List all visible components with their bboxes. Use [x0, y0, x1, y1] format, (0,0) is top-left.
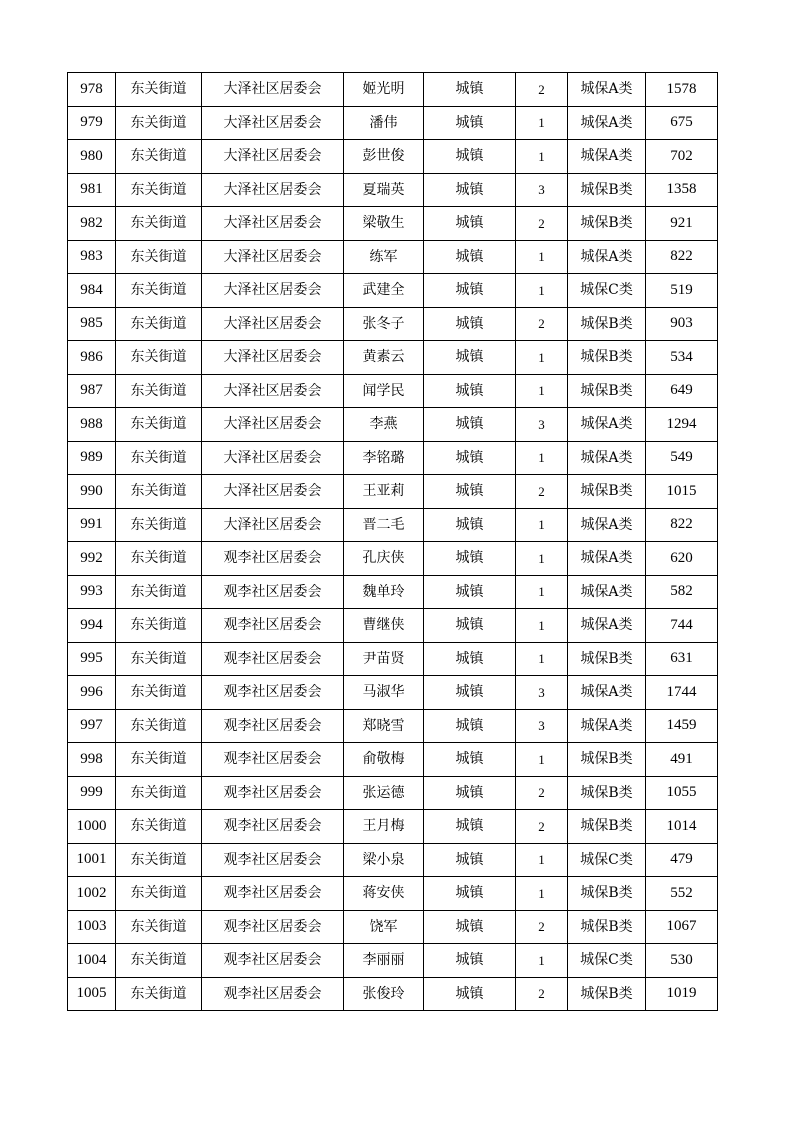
serial-number-cell: 986	[68, 341, 116, 375]
amount-cell: 649	[646, 374, 718, 408]
persons-count-cell: 1	[516, 508, 568, 542]
street-cell: 东关街道	[116, 106, 202, 140]
persons-count-cell: 1	[516, 441, 568, 475]
persons-count-cell: 2	[516, 475, 568, 509]
persons-count-cell: 1	[516, 240, 568, 274]
household-type-cell: 城镇	[424, 609, 516, 643]
name-cell: 张运德	[344, 776, 424, 810]
name-cell: 练军	[344, 240, 424, 274]
community-cell: 大泽社区居委会	[202, 73, 344, 107]
insurance-category-cell: 城保A类	[568, 575, 646, 609]
serial-number-cell: 982	[68, 207, 116, 241]
amount-cell: 1067	[646, 910, 718, 944]
household-type-cell: 城镇	[424, 240, 516, 274]
insurance-category-cell: 城保C类	[568, 944, 646, 978]
insurance-category-cell: 城保B类	[568, 977, 646, 1011]
serial-number-cell: 979	[68, 106, 116, 140]
amount-cell: 519	[646, 274, 718, 308]
street-cell: 东关街道	[116, 207, 202, 241]
community-cell: 观李社区居委会	[202, 609, 344, 643]
table-row	[68, 944, 718, 978]
serial-number-cell: 990	[68, 475, 116, 509]
serial-number-cell: 1004	[68, 944, 116, 978]
household-type-cell: 城镇	[424, 977, 516, 1011]
table-row	[68, 910, 718, 944]
name-cell: 李燕	[344, 408, 424, 442]
roster-table-body	[68, 73, 718, 1011]
table-row	[68, 575, 718, 609]
serial-number-cell: 981	[68, 173, 116, 207]
table-row	[68, 441, 718, 475]
community-cell: 大泽社区居委会	[202, 341, 344, 375]
household-type-cell: 城镇	[424, 709, 516, 743]
serial-number-cell: 983	[68, 240, 116, 274]
table-row	[68, 676, 718, 710]
community-cell: 观李社区居委会	[202, 776, 344, 810]
community-cell: 观李社区居委会	[202, 542, 344, 576]
community-cell: 大泽社区居委会	[202, 140, 344, 174]
name-cell: 张俊玲	[344, 977, 424, 1011]
household-type-cell: 城镇	[424, 776, 516, 810]
amount-cell: 1744	[646, 676, 718, 710]
street-cell: 东关街道	[116, 944, 202, 978]
insurance-category-cell: 城保A类	[568, 542, 646, 576]
street-cell: 东关街道	[116, 977, 202, 1011]
insurance-category-cell: 城保B类	[568, 475, 646, 509]
household-type-cell: 城镇	[424, 843, 516, 877]
community-cell: 观李社区居委会	[202, 944, 344, 978]
table-row	[68, 475, 718, 509]
community-cell: 观李社区居委会	[202, 743, 344, 777]
serial-number-cell: 1001	[68, 843, 116, 877]
community-cell: 大泽社区居委会	[202, 408, 344, 442]
household-type-cell: 城镇	[424, 508, 516, 542]
insurance-category-cell: 城保A类	[568, 106, 646, 140]
street-cell: 东关街道	[116, 676, 202, 710]
table-row	[68, 743, 718, 777]
serial-number-cell: 993	[68, 575, 116, 609]
persons-count-cell: 3	[516, 173, 568, 207]
community-cell: 观李社区居委会	[202, 843, 344, 877]
street-cell: 东关街道	[116, 542, 202, 576]
household-type-cell: 城镇	[424, 877, 516, 911]
persons-count-cell: 3	[516, 709, 568, 743]
street-cell: 东关街道	[116, 910, 202, 944]
persons-count-cell: 3	[516, 408, 568, 442]
street-cell: 东关街道	[116, 709, 202, 743]
community-cell: 观李社区居委会	[202, 575, 344, 609]
name-cell: 彭世俊	[344, 140, 424, 174]
household-type-cell: 城镇	[424, 441, 516, 475]
serial-number-cell: 992	[68, 542, 116, 576]
household-type-cell: 城镇	[424, 341, 516, 375]
community-cell: 大泽社区居委会	[202, 106, 344, 140]
amount-cell: 582	[646, 575, 718, 609]
community-cell: 大泽社区居委会	[202, 173, 344, 207]
serial-number-cell: 991	[68, 508, 116, 542]
street-cell: 东关街道	[116, 508, 202, 542]
household-type-cell: 城镇	[424, 542, 516, 576]
street-cell: 东关街道	[116, 810, 202, 844]
street-cell: 东关街道	[116, 877, 202, 911]
table-row	[68, 240, 718, 274]
amount-cell: 1578	[646, 73, 718, 107]
table-row	[68, 810, 718, 844]
insurance-category-cell: 城保A类	[568, 140, 646, 174]
street-cell: 东关街道	[116, 408, 202, 442]
community-cell: 观李社区居委会	[202, 910, 344, 944]
name-cell: 闻学民	[344, 374, 424, 408]
name-cell: 张冬子	[344, 307, 424, 341]
amount-cell: 631	[646, 642, 718, 676]
amount-cell: 1358	[646, 173, 718, 207]
serial-number-cell: 995	[68, 642, 116, 676]
name-cell: 黄素云	[344, 341, 424, 375]
serial-number-cell: 988	[68, 408, 116, 442]
insurance-category-cell: 城保B类	[568, 642, 646, 676]
street-cell: 东关街道	[116, 575, 202, 609]
street-cell: 东关街道	[116, 441, 202, 475]
amount-cell: 675	[646, 106, 718, 140]
community-cell: 大泽社区居委会	[202, 475, 344, 509]
street-cell: 东关街道	[116, 341, 202, 375]
table-row	[68, 877, 718, 911]
amount-cell: 921	[646, 207, 718, 241]
household-type-cell: 城镇	[424, 910, 516, 944]
household-type-cell: 城镇	[424, 676, 516, 710]
amount-cell: 1055	[646, 776, 718, 810]
household-type-cell: 城镇	[424, 307, 516, 341]
street-cell: 东关街道	[116, 274, 202, 308]
amount-cell: 744	[646, 609, 718, 643]
persons-count-cell: 1	[516, 341, 568, 375]
amount-cell: 1014	[646, 810, 718, 844]
persons-count-cell: 2	[516, 810, 568, 844]
street-cell: 东关街道	[116, 843, 202, 877]
insurance-category-cell: 城保B类	[568, 173, 646, 207]
insurance-category-cell: 城保B类	[568, 374, 646, 408]
serial-number-cell: 1000	[68, 810, 116, 844]
amount-cell: 491	[646, 743, 718, 777]
table-row	[68, 508, 718, 542]
persons-count-cell: 1	[516, 843, 568, 877]
household-type-cell: 城镇	[424, 944, 516, 978]
serial-number-cell: 997	[68, 709, 116, 743]
persons-count-cell: 2	[516, 73, 568, 107]
name-cell: 梁小泉	[344, 843, 424, 877]
insurance-category-cell: 城保B类	[568, 910, 646, 944]
household-type-cell: 城镇	[424, 408, 516, 442]
amount-cell: 530	[646, 944, 718, 978]
serial-number-cell: 999	[68, 776, 116, 810]
street-cell: 东关街道	[116, 173, 202, 207]
persons-count-cell: 1	[516, 944, 568, 978]
amount-cell: 903	[646, 307, 718, 341]
insurance-category-cell: 城保A类	[568, 609, 646, 643]
persons-count-cell: 2	[516, 977, 568, 1011]
serial-number-cell: 989	[68, 441, 116, 475]
community-cell: 观李社区居委会	[202, 977, 344, 1011]
serial-number-cell: 980	[68, 140, 116, 174]
insurance-category-cell: 城保B类	[568, 307, 646, 341]
amount-cell: 534	[646, 341, 718, 375]
table-row	[68, 609, 718, 643]
amount-cell: 549	[646, 441, 718, 475]
insurance-category-cell: 城保A类	[568, 676, 646, 710]
street-cell: 东关街道	[116, 642, 202, 676]
name-cell: 饶军	[344, 910, 424, 944]
community-cell: 大泽社区居委会	[202, 508, 344, 542]
community-cell: 观李社区居委会	[202, 810, 344, 844]
serial-number-cell: 984	[68, 274, 116, 308]
community-cell: 观李社区居委会	[202, 709, 344, 743]
community-cell: 大泽社区居委会	[202, 374, 344, 408]
street-cell: 东关街道	[116, 609, 202, 643]
street-cell: 东关街道	[116, 776, 202, 810]
table-row	[68, 542, 718, 576]
name-cell: 武建全	[344, 274, 424, 308]
community-cell: 观李社区居委会	[202, 877, 344, 911]
insurance-category-cell: 城保A类	[568, 73, 646, 107]
insurance-category-cell: 城保A类	[568, 441, 646, 475]
table-row	[68, 140, 718, 174]
table-row	[68, 106, 718, 140]
household-type-cell: 城镇	[424, 274, 516, 308]
amount-cell: 1459	[646, 709, 718, 743]
household-type-cell: 城镇	[424, 207, 516, 241]
community-cell: 大泽社区居委会	[202, 441, 344, 475]
table-row	[68, 776, 718, 810]
serial-number-cell: 987	[68, 374, 116, 408]
street-cell: 东关街道	[116, 475, 202, 509]
name-cell: 蒋安侠	[344, 877, 424, 911]
street-cell: 东关街道	[116, 743, 202, 777]
amount-cell: 620	[646, 542, 718, 576]
street-cell: 东关街道	[116, 140, 202, 174]
name-cell: 郑晓雪	[344, 709, 424, 743]
table-row	[68, 73, 718, 107]
serial-number-cell: 1003	[68, 910, 116, 944]
persons-count-cell: 1	[516, 877, 568, 911]
community-cell: 观李社区居委会	[202, 642, 344, 676]
name-cell: 李丽丽	[344, 944, 424, 978]
amount-cell: 1294	[646, 408, 718, 442]
household-type-cell: 城镇	[424, 810, 516, 844]
name-cell: 魏单玲	[344, 575, 424, 609]
table-row	[68, 408, 718, 442]
persons-count-cell: 1	[516, 542, 568, 576]
insurance-category-cell: 城保C类	[568, 843, 646, 877]
household-type-cell: 城镇	[424, 73, 516, 107]
persons-count-cell: 2	[516, 207, 568, 241]
amount-cell: 702	[646, 140, 718, 174]
name-cell: 潘伟	[344, 106, 424, 140]
street-cell: 东关街道	[116, 73, 202, 107]
insurance-category-cell: 城保B类	[568, 810, 646, 844]
name-cell: 王月梅	[344, 810, 424, 844]
community-cell: 大泽社区居委会	[202, 307, 344, 341]
name-cell: 姬光明	[344, 73, 424, 107]
serial-number-cell: 978	[68, 73, 116, 107]
name-cell: 孔庆侠	[344, 542, 424, 576]
insurance-category-cell: 城保A类	[568, 709, 646, 743]
insurance-category-cell: 城保B类	[568, 877, 646, 911]
serial-number-cell: 985	[68, 307, 116, 341]
persons-count-cell: 3	[516, 676, 568, 710]
community-cell: 大泽社区居委会	[202, 207, 344, 241]
insurance-category-cell: 城保B类	[568, 743, 646, 777]
household-type-cell: 城镇	[424, 743, 516, 777]
household-type-cell: 城镇	[424, 642, 516, 676]
amount-cell: 822	[646, 508, 718, 542]
table-row	[68, 843, 718, 877]
name-cell: 曹继侠	[344, 609, 424, 643]
name-cell: 尹苗贤	[344, 642, 424, 676]
table-row	[68, 341, 718, 375]
name-cell: 王亚莉	[344, 475, 424, 509]
persons-count-cell: 2	[516, 910, 568, 944]
table-row	[68, 977, 718, 1011]
name-cell: 李铭璐	[344, 441, 424, 475]
table-row	[68, 274, 718, 308]
table-row	[68, 709, 718, 743]
serial-number-cell: 1002	[68, 877, 116, 911]
name-cell: 夏瑞英	[344, 173, 424, 207]
persons-count-cell: 1	[516, 642, 568, 676]
insurance-category-cell: 城保A类	[568, 240, 646, 274]
amount-cell: 552	[646, 877, 718, 911]
serial-number-cell: 994	[68, 609, 116, 643]
persons-count-cell: 1	[516, 743, 568, 777]
street-cell: 东关街道	[116, 240, 202, 274]
persons-count-cell: 1	[516, 140, 568, 174]
serial-number-cell: 996	[68, 676, 116, 710]
table-row	[68, 207, 718, 241]
persons-count-cell: 1	[516, 274, 568, 308]
household-type-cell: 城镇	[424, 575, 516, 609]
insurance-category-cell: 城保C类	[568, 274, 646, 308]
household-type-cell: 城镇	[424, 106, 516, 140]
household-type-cell: 城镇	[424, 140, 516, 174]
persons-count-cell: 1	[516, 575, 568, 609]
insurance-category-cell: 城保A类	[568, 508, 646, 542]
community-cell: 大泽社区居委会	[202, 240, 344, 274]
amount-cell: 1015	[646, 475, 718, 509]
insurance-category-cell: 城保B类	[568, 341, 646, 375]
serial-number-cell: 998	[68, 743, 116, 777]
roster-table	[67, 72, 718, 1011]
persons-count-cell: 2	[516, 776, 568, 810]
persons-count-cell: 1	[516, 374, 568, 408]
name-cell: 俞敬梅	[344, 743, 424, 777]
table-row	[68, 642, 718, 676]
persons-count-cell: 1	[516, 106, 568, 140]
table-row	[68, 307, 718, 341]
persons-count-cell: 1	[516, 609, 568, 643]
amount-cell: 822	[646, 240, 718, 274]
household-type-cell: 城镇	[424, 374, 516, 408]
table-row	[68, 374, 718, 408]
household-type-cell: 城镇	[424, 475, 516, 509]
community-cell: 大泽社区居委会	[202, 274, 344, 308]
serial-number-cell: 1005	[68, 977, 116, 1011]
table-row	[68, 173, 718, 207]
household-type-cell: 城镇	[424, 173, 516, 207]
insurance-category-cell: 城保B类	[568, 207, 646, 241]
name-cell: 马淑华	[344, 676, 424, 710]
street-cell: 东关街道	[116, 307, 202, 341]
name-cell: 梁敬生	[344, 207, 424, 241]
insurance-category-cell: 城保A类	[568, 408, 646, 442]
amount-cell: 1019	[646, 977, 718, 1011]
persons-count-cell: 2	[516, 307, 568, 341]
name-cell: 晋二毛	[344, 508, 424, 542]
insurance-category-cell: 城保B类	[568, 776, 646, 810]
community-cell: 观李社区居委会	[202, 676, 344, 710]
amount-cell: 479	[646, 843, 718, 877]
street-cell: 东关街道	[116, 374, 202, 408]
